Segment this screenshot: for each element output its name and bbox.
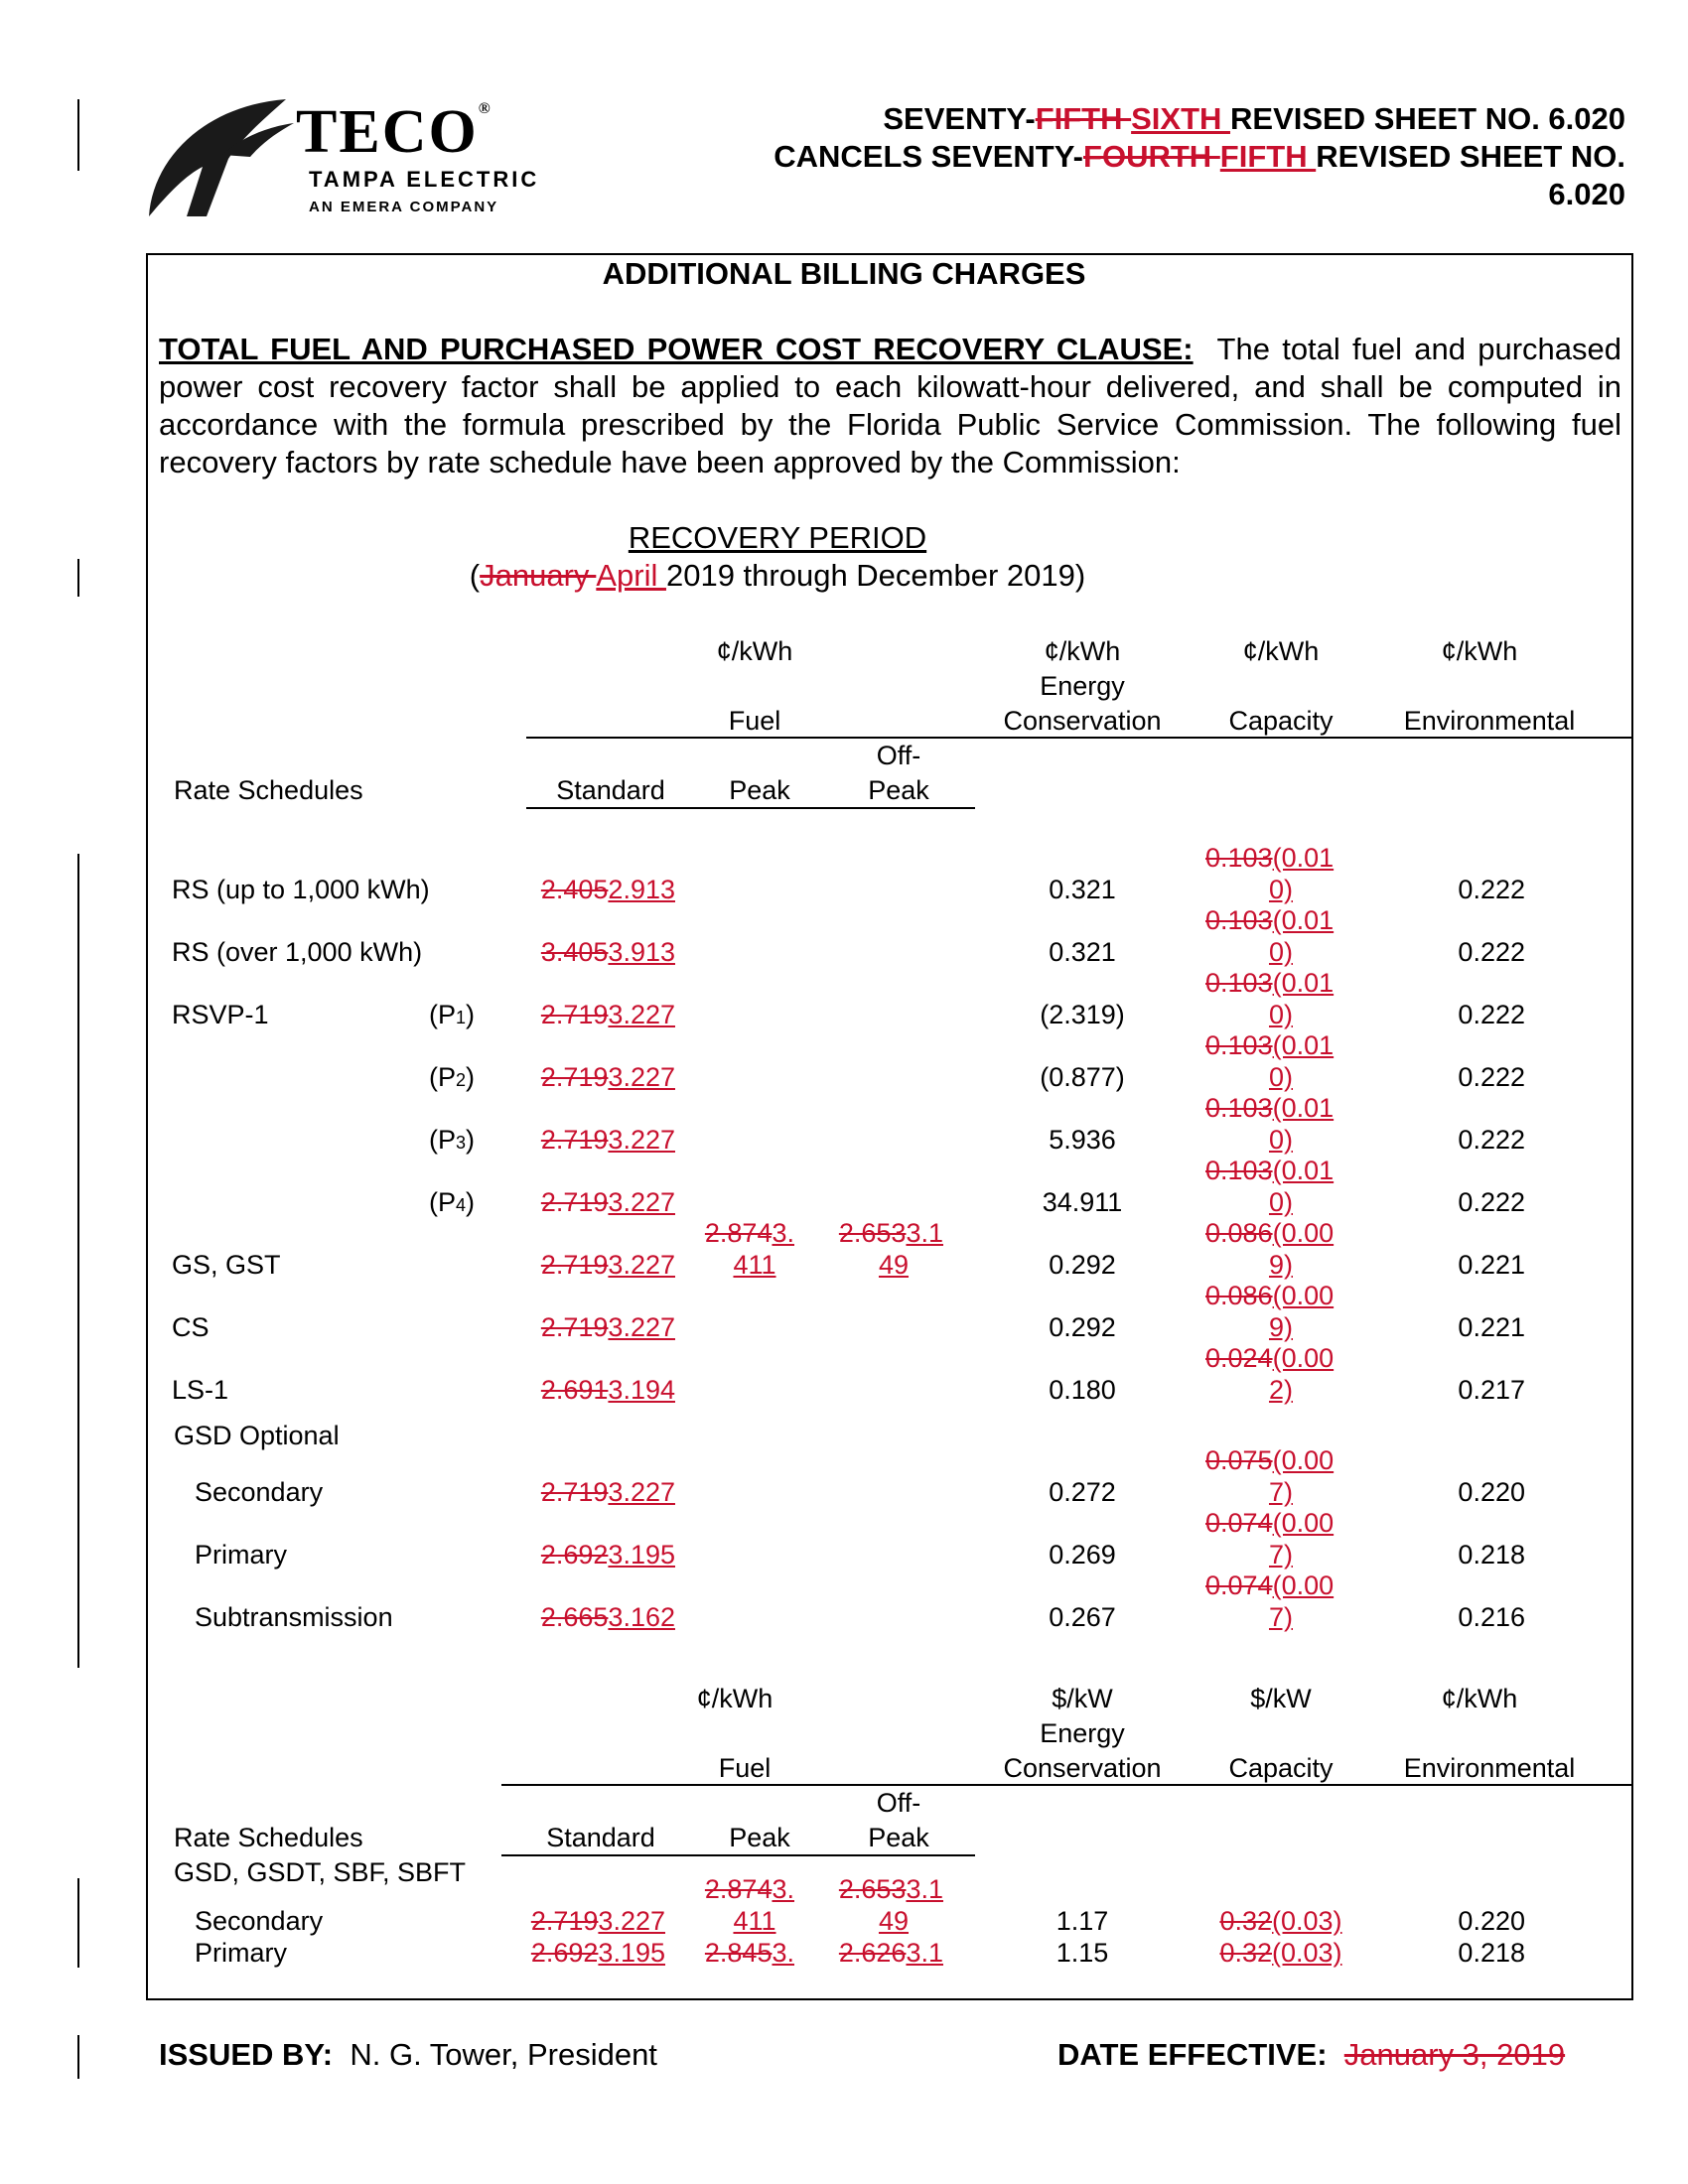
recovery-period <box>0 519 1555 595</box>
environmental-factor: 0.220 <box>1458 1477 1525 1507</box>
unit-fuel: ¢/kWh <box>696 1684 774 1713</box>
group-fuel: Fuel <box>718 1753 772 1783</box>
capacity-factor: 0.024(0.00 <box>1205 1343 1335 1373</box>
teco-swoosh-icon <box>147 97 296 220</box>
standard-fuel-factor: 2.7193.227 <box>540 1125 675 1155</box>
peak-fuel-factor: 2.8743. <box>704 1874 794 1904</box>
standard-fuel-factor: 2.7193.227 <box>540 1187 675 1217</box>
col-peak: Peak <box>729 1823 790 1852</box>
rate-schedule-name: CS <box>172 1312 210 1342</box>
standard-fuel-factor: 2.7193.227 <box>540 1062 675 1092</box>
capacity-factor-cont: 0) <box>1268 1000 1293 1029</box>
conservation-factor: 0.292 <box>1049 1250 1116 1280</box>
environmental-factor: 0.218 <box>1458 1540 1525 1570</box>
environmental-factor: 0.221 <box>1458 1312 1525 1342</box>
capacity-factor-cont: 0) <box>1268 937 1293 967</box>
capacity-factor: 0.32(0.03) <box>1219 1938 1342 1968</box>
conservation-factor: 0.180 <box>1049 1375 1116 1405</box>
capacity-factor-cont: 0) <box>1268 1062 1293 1092</box>
conservation-factor: 0.321 <box>1049 937 1116 967</box>
rsvp-tier: (P3) <box>429 1125 476 1155</box>
energy-label: Energy <box>1040 671 1125 701</box>
rate-schedule-name: RS (over 1,000 kWh) <box>172 937 423 967</box>
change-bar <box>77 1878 79 1968</box>
gsd-optional-label: GSD Optional <box>174 1421 340 1450</box>
conservation-factor: 0.321 <box>1049 875 1116 904</box>
standard-fuel-factor: 2.6923.195 <box>530 1938 665 1968</box>
unit-fuel: ¢/kWh <box>716 636 793 666</box>
change-bar <box>77 2035 79 2079</box>
fuel-subheader-rule <box>526 807 975 809</box>
col-off-peak: Peak <box>868 775 929 805</box>
capacity-factor-cont: 7) <box>1268 1477 1293 1507</box>
group-conservation: Conservation <box>1003 1753 1162 1783</box>
capacity-factor-cont: 9) <box>1268 1250 1293 1280</box>
unit-environmental: ¢/kWh <box>1441 1684 1518 1713</box>
clause-label: TOTAL FUEL AND PURCHASED POWER COST RECOVERY CLAUSE: <box>159 332 1194 366</box>
change-bar <box>77 854 79 1668</box>
standard-fuel-factor: 2.7193.227 <box>540 1312 675 1342</box>
recovery-period-title: RECOVERY PERIOD <box>628 520 927 555</box>
conservation-factor: 0.269 <box>1049 1540 1116 1570</box>
fuel-subheader-rule <box>501 1854 975 1856</box>
unit-conservation: $/kW <box>1052 1684 1113 1713</box>
col-off-peak: Peak <box>868 1823 929 1852</box>
rate-schedule-name: RS (up to 1,000 kWh) <box>172 875 430 904</box>
environmental-factor: 0.220 <box>1458 1906 1525 1936</box>
unit-capacity: ¢/kWh <box>1242 636 1320 666</box>
conservation-factor: 34.911 <box>1042 1187 1123 1217</box>
conservation-factor: 0.292 <box>1049 1312 1116 1342</box>
unit-capacity: $/kW <box>1250 1684 1312 1713</box>
capacity-factor-cont: 9) <box>1268 1312 1293 1342</box>
rate-schedule-name: LS-1 <box>172 1375 229 1405</box>
rsvp-tier: (P1) <box>429 1000 476 1029</box>
capacity-factor-cont: 0) <box>1268 1125 1293 1155</box>
col-rate-schedules: Rate Schedules <box>174 1823 363 1852</box>
date-effective: DATE EFFECTIVE: January 3, 2019 <box>1057 2037 1566 2072</box>
peak-fuel-factor: 2.8453. <box>704 1938 794 1968</box>
environmental-factor: 0.221 <box>1458 1250 1525 1280</box>
off-label: Off- <box>876 1788 921 1818</box>
standard-fuel-factor: 2.6653.162 <box>540 1602 675 1632</box>
rate-schedule-name: Secondary <box>195 1906 324 1936</box>
header-rule <box>501 1784 1633 1786</box>
capacity-factor-cont: 0) <box>1268 875 1293 904</box>
rate-schedule-name: RSVP-1 <box>172 1000 269 1029</box>
standard-fuel-factor: 2.7193.227 <box>540 1000 675 1029</box>
off-peak-fuel-factor-cont: 49 <box>878 1250 910 1280</box>
capacity-factor: 0.086(0.00 <box>1205 1218 1335 1248</box>
capacity-factor: 0.074(0.00 <box>1205 1508 1335 1538</box>
environmental-factor: 0.222 <box>1458 1000 1525 1029</box>
group-environmental: Environmental <box>1403 706 1576 736</box>
environmental-factor: 0.222 <box>1458 1062 1525 1092</box>
col-standard: Standard <box>546 1823 655 1852</box>
capacity-factor-cont: 2) <box>1268 1375 1293 1405</box>
rsvp-tier: (P2) <box>429 1062 476 1092</box>
peak-fuel-factor-cont: 411 <box>733 1906 776 1936</box>
environmental-factor: 0.216 <box>1458 1602 1525 1632</box>
conservation-factor: (2.319) <box>1040 1000 1125 1029</box>
capacity-factor: 0.086(0.00 <box>1205 1281 1335 1310</box>
environmental-factor: 0.218 <box>1458 1938 1525 1968</box>
environmental-factor: 0.222 <box>1458 875 1525 904</box>
capacity-factor: 0.103(0.01 <box>1205 905 1335 935</box>
section-title: ADDITIONAL BILLING CHARGES <box>602 256 1086 291</box>
capacity-factor: 0.075(0.00 <box>1205 1445 1335 1475</box>
standard-fuel-factor: 2.7193.227 <box>540 1250 675 1280</box>
teco-wordmark: TECO® <box>296 98 492 166</box>
energy-label: Energy <box>1040 1718 1125 1748</box>
capacity-factor: 0.103(0.01 <box>1205 968 1335 998</box>
unit-conservation: ¢/kWh <box>1044 636 1121 666</box>
group-capacity: Capacity <box>1228 1753 1334 1783</box>
standard-fuel-factor: 2.4052.913 <box>540 875 675 904</box>
gsd-group-label: GSD, GSDT, SBF, SBFT <box>174 1857 467 1887</box>
conservation-factor: 1.17 <box>1055 1906 1109 1936</box>
conservation-factor: 1.15 <box>1055 1938 1109 1968</box>
group-conservation: Conservation <box>1003 706 1162 736</box>
off-peak-fuel-factor: 2.6533.1 <box>838 1218 943 1248</box>
capacity-factor: 0.32(0.03) <box>1219 1906 1342 1936</box>
col-rate-schedules: Rate Schedules <box>174 775 363 805</box>
off-peak-fuel-factor-cont: 49 <box>878 1906 910 1936</box>
environmental-factor: 0.222 <box>1458 937 1525 967</box>
group-environmental: Environmental <box>1403 1753 1576 1783</box>
logo-parent-company: AN EMERA COMPANY <box>309 199 499 215</box>
rate-schedule-name: GS, GST <box>172 1250 281 1280</box>
conservation-factor: 0.272 <box>1049 1477 1116 1507</box>
peak-fuel-factor-cont: 411 <box>733 1250 776 1280</box>
sheet-number-header: SEVENTY-FIFTH SIXTH REVISED SHEET NO. 6.020 CANCELS SEVENTY-FOURTH FIFTH REVISED SHEET NO. 6.020 <box>774 101 1625 211</box>
capacity-factor-cont: 0) <box>1268 1187 1293 1217</box>
conservation-factor: (0.877) <box>1040 1062 1125 1092</box>
logo-company-name: TAMPA ELECTRIC <box>309 167 540 192</box>
header-rule <box>526 737 1633 739</box>
clause-paragraph <box>159 331 1621 481</box>
environmental-factor: 0.222 <box>1458 1187 1525 1217</box>
environmental-factor: 0.217 <box>1458 1375 1525 1405</box>
group-capacity: Capacity <box>1228 706 1334 736</box>
standard-fuel-factor: 2.7193.227 <box>530 1906 665 1936</box>
standard-fuel-factor: 2.6923.195 <box>540 1540 675 1570</box>
capacity-factor: 0.074(0.00 <box>1205 1570 1335 1600</box>
teco-logo <box>147 97 614 220</box>
rate-schedule-name: Primary <box>195 1938 287 1968</box>
rate-schedule-name: Secondary <box>195 1477 324 1507</box>
peak-fuel-factor: 2.8743. <box>704 1218 794 1248</box>
environmental-factor: 0.222 <box>1458 1125 1525 1155</box>
standard-fuel-factor: 2.7193.227 <box>540 1477 675 1507</box>
rate-schedule-name: Primary <box>195 1540 287 1570</box>
capacity-factor: 0.103(0.01 <box>1205 843 1335 873</box>
rate-schedule-name: Subtransmission <box>195 1602 393 1632</box>
off-peak-fuel-factor: 2.6263.1 <box>838 1938 943 1968</box>
change-bar <box>77 99 79 171</box>
clause-text: The total fuel and purchased power cost recovery factor shall be applied to each kilowatt-hour delivered, and shall be computed in accordance with the formula prescribed by the Florida Public Service Commission. The following fuel recovery factors by rate schedule have been approved by the Commission: <box>159 332 1622 479</box>
rsvp-tier: (P4) <box>429 1187 476 1217</box>
capacity-factor-cont: 7) <box>1268 1540 1293 1570</box>
standard-fuel-factor: 2.6913.194 <box>540 1375 675 1405</box>
recovery-period-dates: (January April 2019 through December 2019) <box>469 558 1086 593</box>
conservation-factor: 0.267 <box>1049 1602 1116 1632</box>
off-peak-fuel-factor: 2.6533.1 <box>838 1874 943 1904</box>
col-peak: Peak <box>729 775 790 805</box>
standard-fuel-factor: 3.4053.913 <box>540 937 675 967</box>
capacity-factor: 0.103(0.01 <box>1205 1093 1335 1123</box>
col-standard: Standard <box>556 775 665 805</box>
capacity-factor: 0.103(0.01 <box>1205 1156 1335 1185</box>
off-label: Off- <box>876 741 921 770</box>
unit-environmental: ¢/kWh <box>1441 636 1518 666</box>
issued-by: ISSUED BY: N. G. Tower, President <box>159 2037 657 2072</box>
capacity-factor-cont: 7) <box>1268 1602 1293 1632</box>
group-fuel: Fuel <box>728 706 781 736</box>
conservation-factor: 5.936 <box>1049 1125 1116 1155</box>
capacity-factor: 0.103(0.01 <box>1205 1030 1335 1060</box>
